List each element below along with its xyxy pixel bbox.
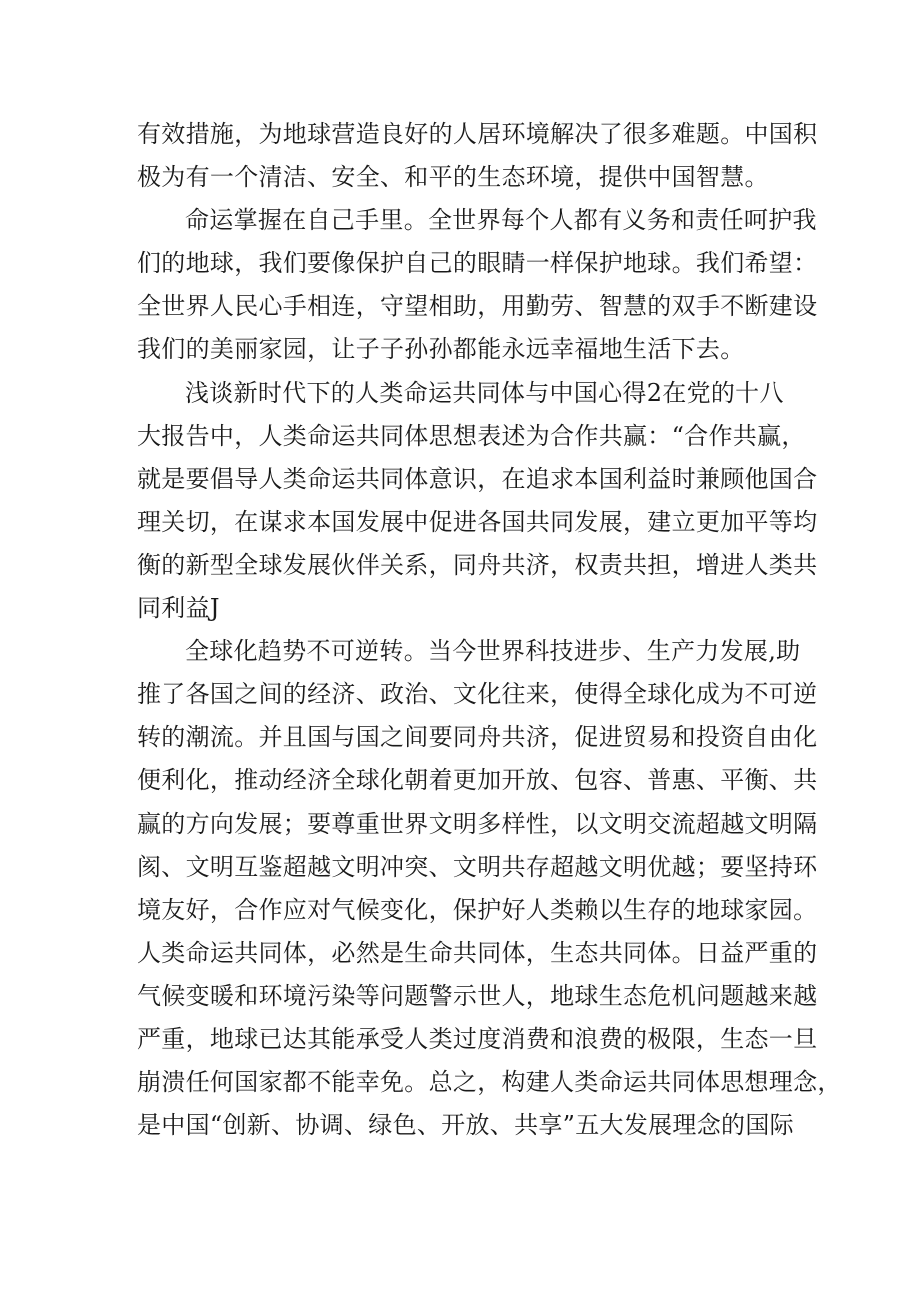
paragraph-line: 阂、文明互鉴超越文明冲突、文明共存超越文明优越；要坚持环 (137, 852, 818, 881)
paragraph-line: 就是要倡导人类命运共同体意识，在追求本国利益时兼顾他国合 (137, 464, 818, 493)
paragraph-line: 我们的美丽家园，让子子孙孙都能永远幸福地生活下去。 (137, 335, 745, 364)
paragraph-line: 衡的新型全球发展伙伴关系，同舟共济，权责共担，增进人类共 (137, 550, 818, 579)
paragraph-line: 全世界人民心手相连，守望相助，用勤劳、智慧的双手不断建设 (137, 292, 818, 321)
paragraph-line: 有效措施，为地球营造良好的人居环境解决了很多难题。中国积 (137, 120, 818, 148)
paragraph-line: 命运掌握在自己手里。全世界每个人都有义务和责任呵护我 (185, 206, 817, 235)
paragraph-line: 浅谈新时代下的人类命运共同体与中国心得2在党的十八 (185, 378, 784, 407)
paragraph-line: 极为有一个清洁、安全、和平的生态环境，提供中国智慧。 (137, 163, 769, 192)
paragraph-line: 推了各国之间的经济、政治、文化往来，使得全球化成为不可逆 (137, 680, 818, 709)
paragraph-line: 人类命运共同体，必然是生命共同体，生态共同体。日益严重的 (137, 938, 818, 967)
paragraph-line: 崩溃任何国家都不能幸免。总之，构建人类命运共同体思想理念， (137, 1068, 842, 1097)
paragraph-line: 转的潮流。并且国与国之间要同舟共济，促进贸易和投资自由化 (137, 723, 818, 752)
paragraph-line: 便利化，推动经济全球化朝着更加开放、包容、普惠、平衡、共 (137, 766, 818, 795)
document-body (137, 113, 842, 1147)
paragraph-line: 理关切，在谋求本国发展中促进各国共同发展，建立更加平等均 (137, 507, 818, 536)
paragraph-line: 境友好，合作应对气候变化，保护好人类赖以生存的地球家园。 (137, 895, 818, 924)
paragraph-line: 们的地球，我们要像保护自己的眼睛一样保护地球。我们希望： (137, 249, 818, 278)
paragraph-line: 大报告中，人类命运共同体思想表述为合作共赢：“合作共赢， (137, 421, 806, 450)
paragraph-line: 全球化趋势不可逆转。当今世界科技进步、生产力发展,助 (185, 637, 801, 666)
paragraph-line: 气候变暖和环境污染等问题警示世人，地球生态危机问题越来越 (137, 981, 818, 1010)
paragraph-line: 严重，地球已达其能承受人类过度消费和浪费的极限，生态一旦 (137, 1024, 818, 1053)
paragraph-line: 是中国“创新、协调、绿色、开放、共享”五大发展理念的国际 (137, 1111, 794, 1140)
paragraph-line: 同利益J (137, 594, 220, 623)
paragraph-line: 赢的方向发展；要尊重世界文明多样性，以文明交流超越文明隔 (137, 809, 818, 838)
